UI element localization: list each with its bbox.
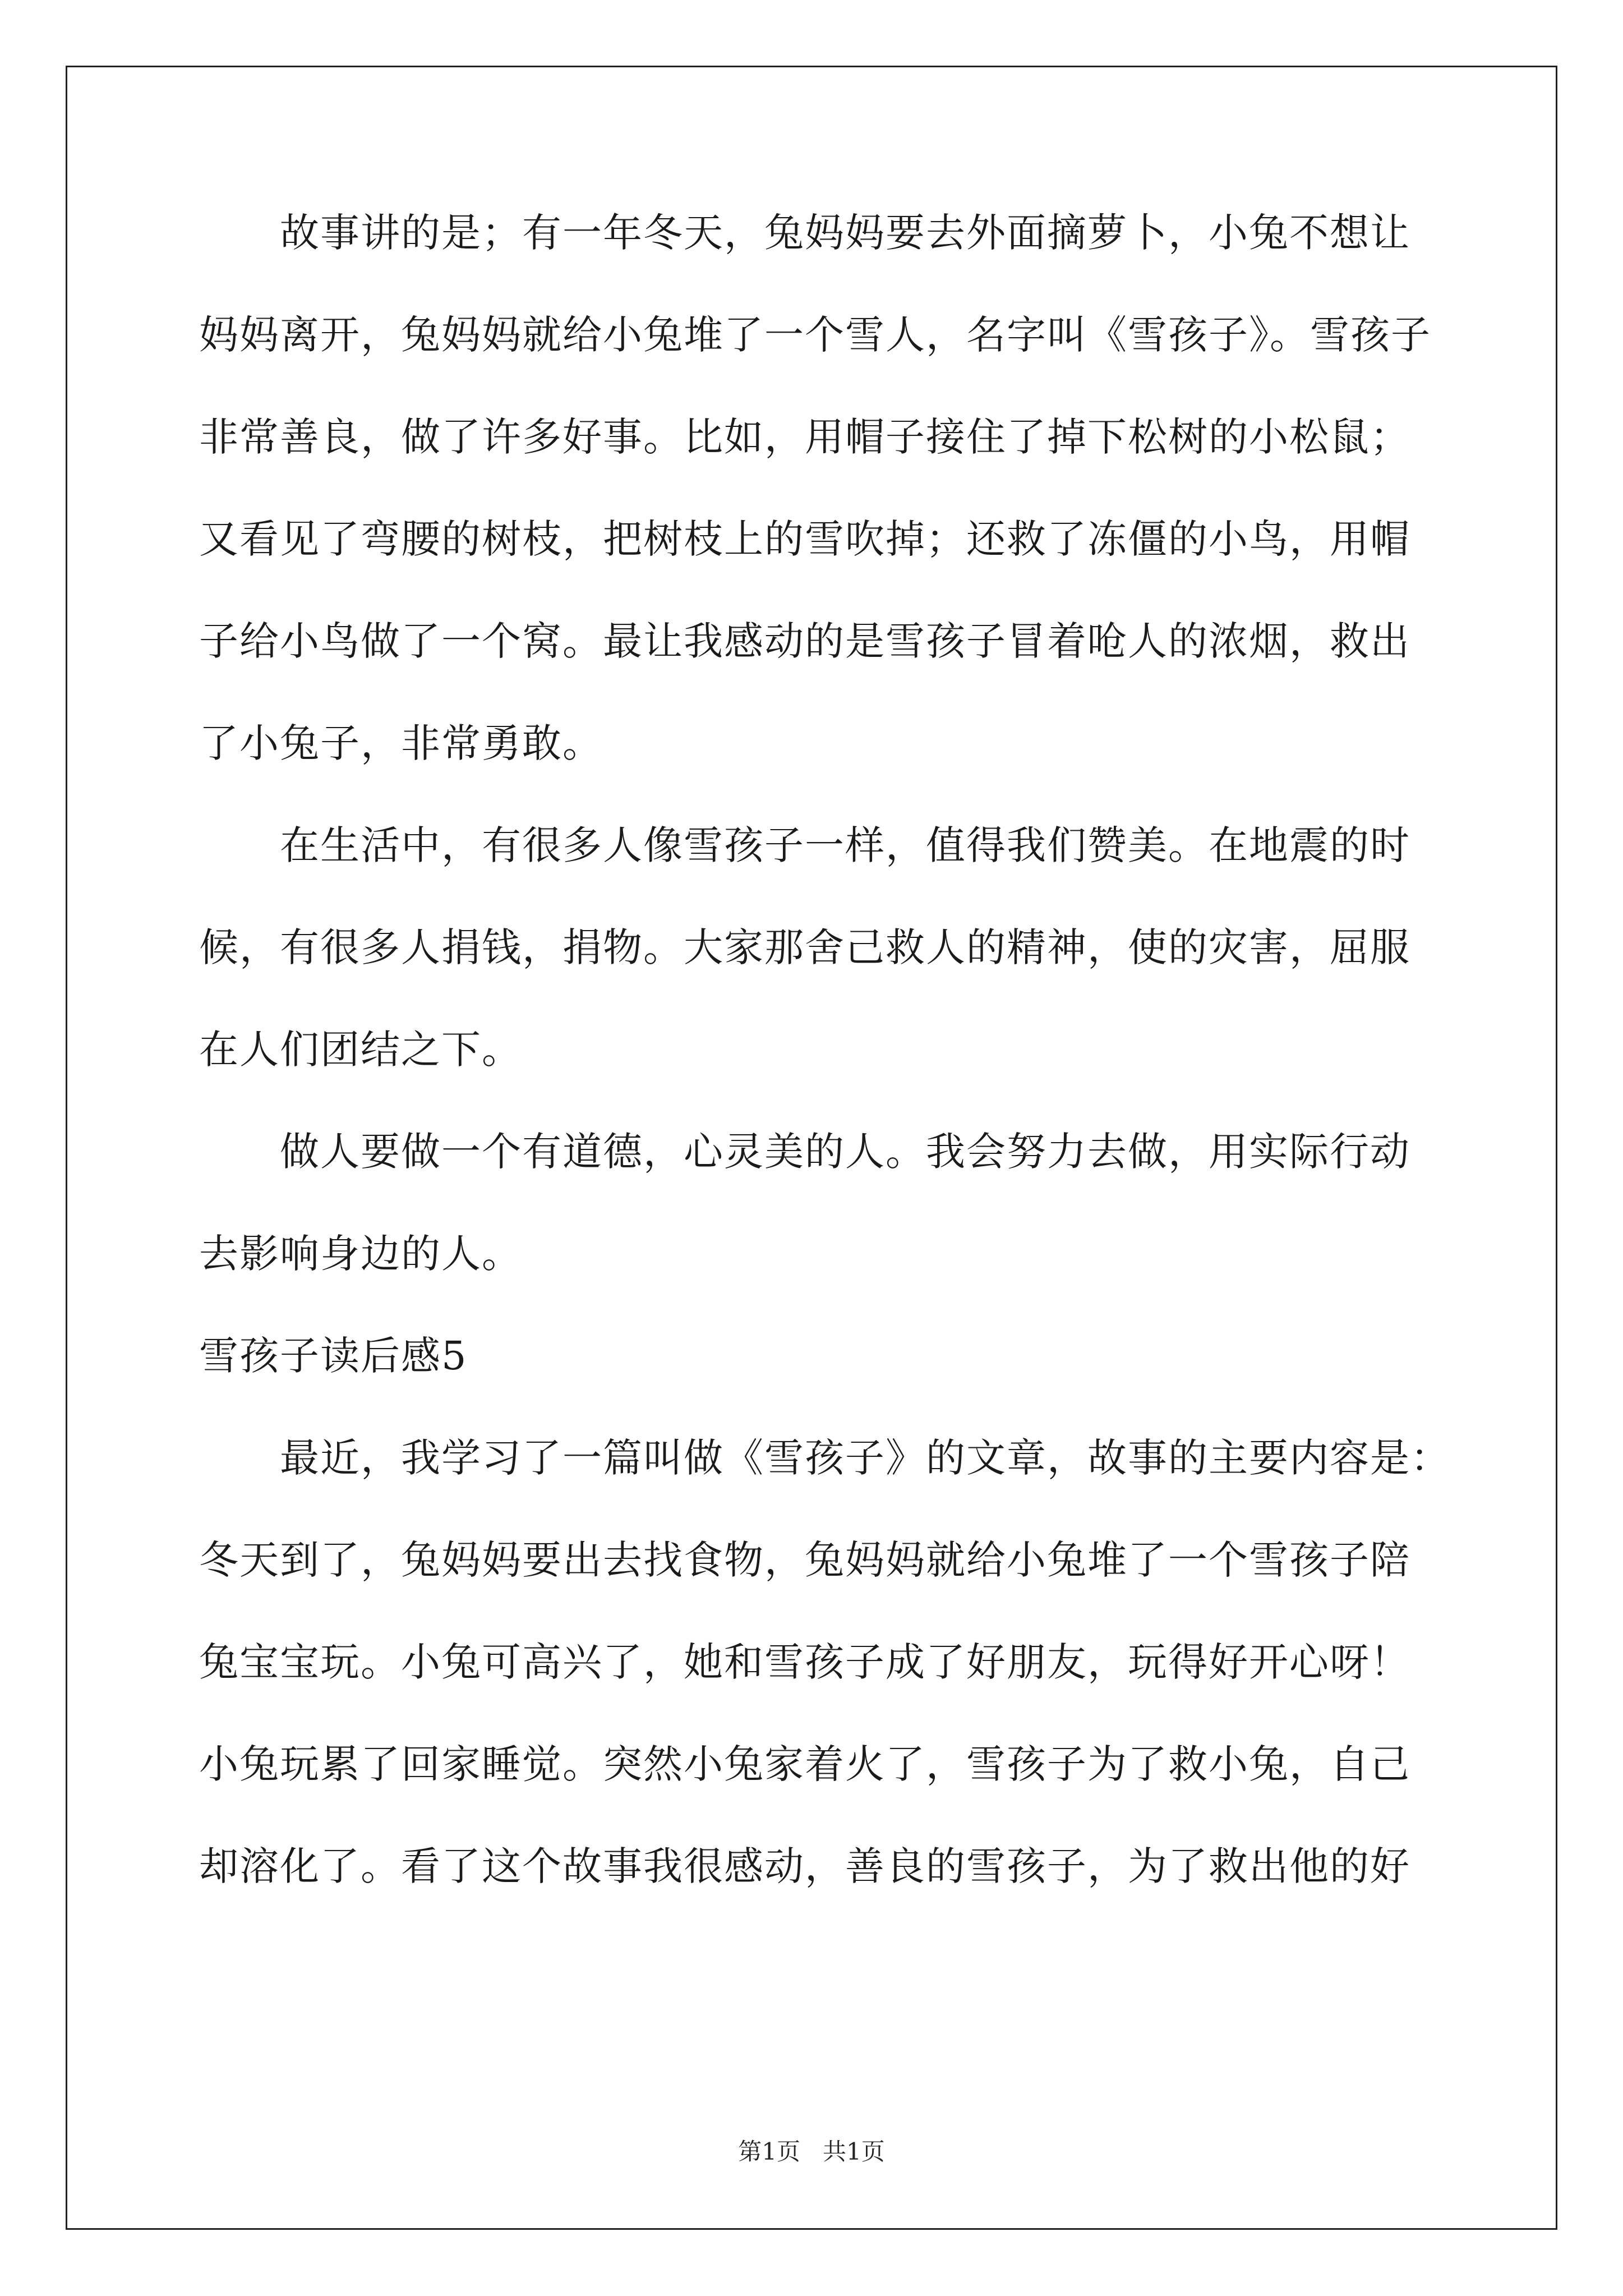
- text-line: 做人要做一个有道德，心灵美的人。我会努力去做，用实际行动: [199, 1129, 1410, 1175]
- text-line: 冬天到了，兔妈妈要出去找食物，兔妈妈就给小兔堆了一个雪孩子陪: [199, 1537, 1410, 1583]
- text-line: 又看见了弯腰的树枝，把树枝上的雪吹掉；还救了冻僵的小鸟，用帽: [199, 516, 1410, 562]
- text-line: 了小兔子，非常勇敢。: [199, 720, 603, 766]
- text-line: 在人们团结之下。: [199, 1027, 522, 1073]
- page-number-footer: 第1页 共1页: [738, 2138, 885, 2165]
- document-body: [199, 210, 1451, 1949]
- text-line: 去影响身边的人。: [199, 1231, 522, 1277]
- text-line: 最近，我学习了一篇叫做《雪孩子》的文章，故事的主要内容是：: [199, 1435, 1451, 1481]
- text-line: 却溶化了。看了这个故事我很感动，善良的雪孩子，为了救出他的好: [199, 1843, 1410, 1889]
- text-line: 非常善良，做了许多好事。比如，用帽子接住了掉下松树的小松鼠；: [199, 414, 1410, 460]
- text-line: 子给小鸟做了一个窝。最让我感动的是雪孩子冒着呛人的浓烟，救出: [199, 618, 1410, 664]
- section-heading: 雪孩子读后感5: [199, 1333, 468, 1379]
- text-line: 候，有很多人捐钱，捐物。大家那舍己救人的精神，使的灾害，屈服: [199, 924, 1410, 970]
- text-line: 兔宝宝玩。小兔可高兴了，她和雪孩子成了好朋友，玩得好开心呀！: [199, 1639, 1410, 1685]
- text-line: 在生活中，有很多人像雪孩子一样，值得我们赞美。在地震的时: [199, 822, 1410, 868]
- text-line: 小兔玩累了回家睡觉。突然小兔家着火了，雪孩子为了救小兔，自己: [199, 1741, 1410, 1787]
- text-line: 故事讲的是；有一年冬天，兔妈妈要去外面摘萝卜，小兔不想让: [199, 210, 1410, 256]
- text-line: 妈妈离开，兔妈妈就给小兔堆了一个雪人，名字叫《雪孩子》。雪孩子: [199, 312, 1431, 358]
